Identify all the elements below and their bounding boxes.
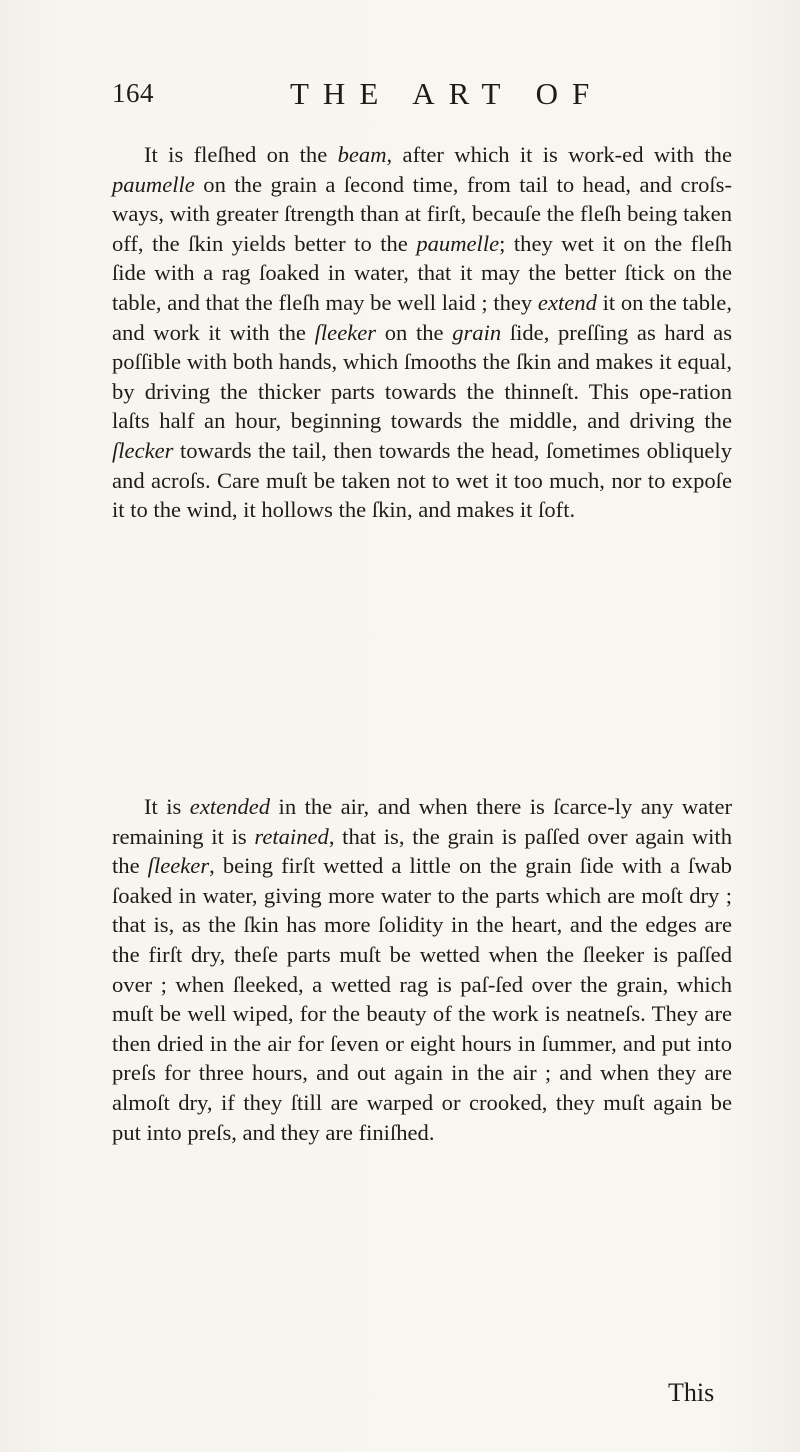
italic-term: retained [254, 823, 329, 849]
italic-term: grain [452, 319, 502, 345]
catchword: This [668, 1378, 715, 1407]
text-run: on the [376, 319, 453, 345]
italic-term: ſleeker [314, 319, 377, 345]
paragraph-1 [112, 140, 732, 525]
text-run: It is fleſhed on the [144, 142, 338, 167]
italic-term: paumelle [112, 171, 195, 197]
page-header [112, 78, 712, 118]
paragraph-2 [112, 792, 732, 1147]
text-run: , that is, the grain is paſſed over again with the [112, 823, 733, 879]
text-run: It is [144, 794, 190, 819]
text-run: in the air, and when there is ſcarce-ly any water remaining it is [112, 794, 733, 849]
text-run: on the grain a ſecond time, from tail to head, and croſs-ways, with greater ſtrength than at firſt, becauſe the fleſh being taken off, the ſkin yields better to the [112, 171, 732, 256]
italic-term: extended [189, 794, 271, 819]
italic-term: beam [337, 142, 387, 167]
text-run: towards the tail, then towards the head, ſometimes obliquely and acroſs. Care muſt be taken not to wet it too much, nor to expoſe it to the wind, it hollows the ſkin, and makes it ſoft. [112, 437, 732, 523]
text-run: , being firſt wetted a little on the grain ſide with a ſwab ſoaked in water, giving more water to the parts which are moſt dry ; that is, as the ſkin has more ſolidity in the heart, and the edges are the firſt dry, theſe parts muſt be wetted when the ſleeker is paſſed over ; when ſleeked, a wetted rag is paſ-ſed over the grain, which muſt be well wiped, for the beauty of the work is neatneſs. They are then dried in the air for ſeven or eight hours in ſummer, and put into preſs for three hours, and out again in the air ; and when they are almoſt dry, if they ſtill are warped or crooked, they muſt again be put into preſs, and they are finiſhed. [112, 853, 732, 1145]
italic-term: extend [537, 289, 597, 315]
italic-term: ſleeker [147, 853, 210, 879]
text-run: ſide, preſſing as hard as poſſible with both hands, which ſmooths the ſkin and makes it equal, by driving the thicker parts towards the thinneſt. This ope-ration laſts half an hour, beginning towards the middle, and driving the [112, 319, 732, 434]
text-run: , after which it is work-ed with the [386, 142, 732, 167]
running-head: THE ART OF [290, 76, 604, 111]
italic-term: paumelle [416, 230, 500, 256]
text-run: ; they wet it on the fleſh ſide with a rag ſoaked in water, that it may the better ſtick on the table, and that the fleſh may be well laid ; they [112, 230, 733, 315]
text-run: it on the table, and work it with the [112, 289, 732, 345]
page-number: 164 [112, 78, 154, 108]
italic-term: ſlecker [112, 437, 174, 463]
